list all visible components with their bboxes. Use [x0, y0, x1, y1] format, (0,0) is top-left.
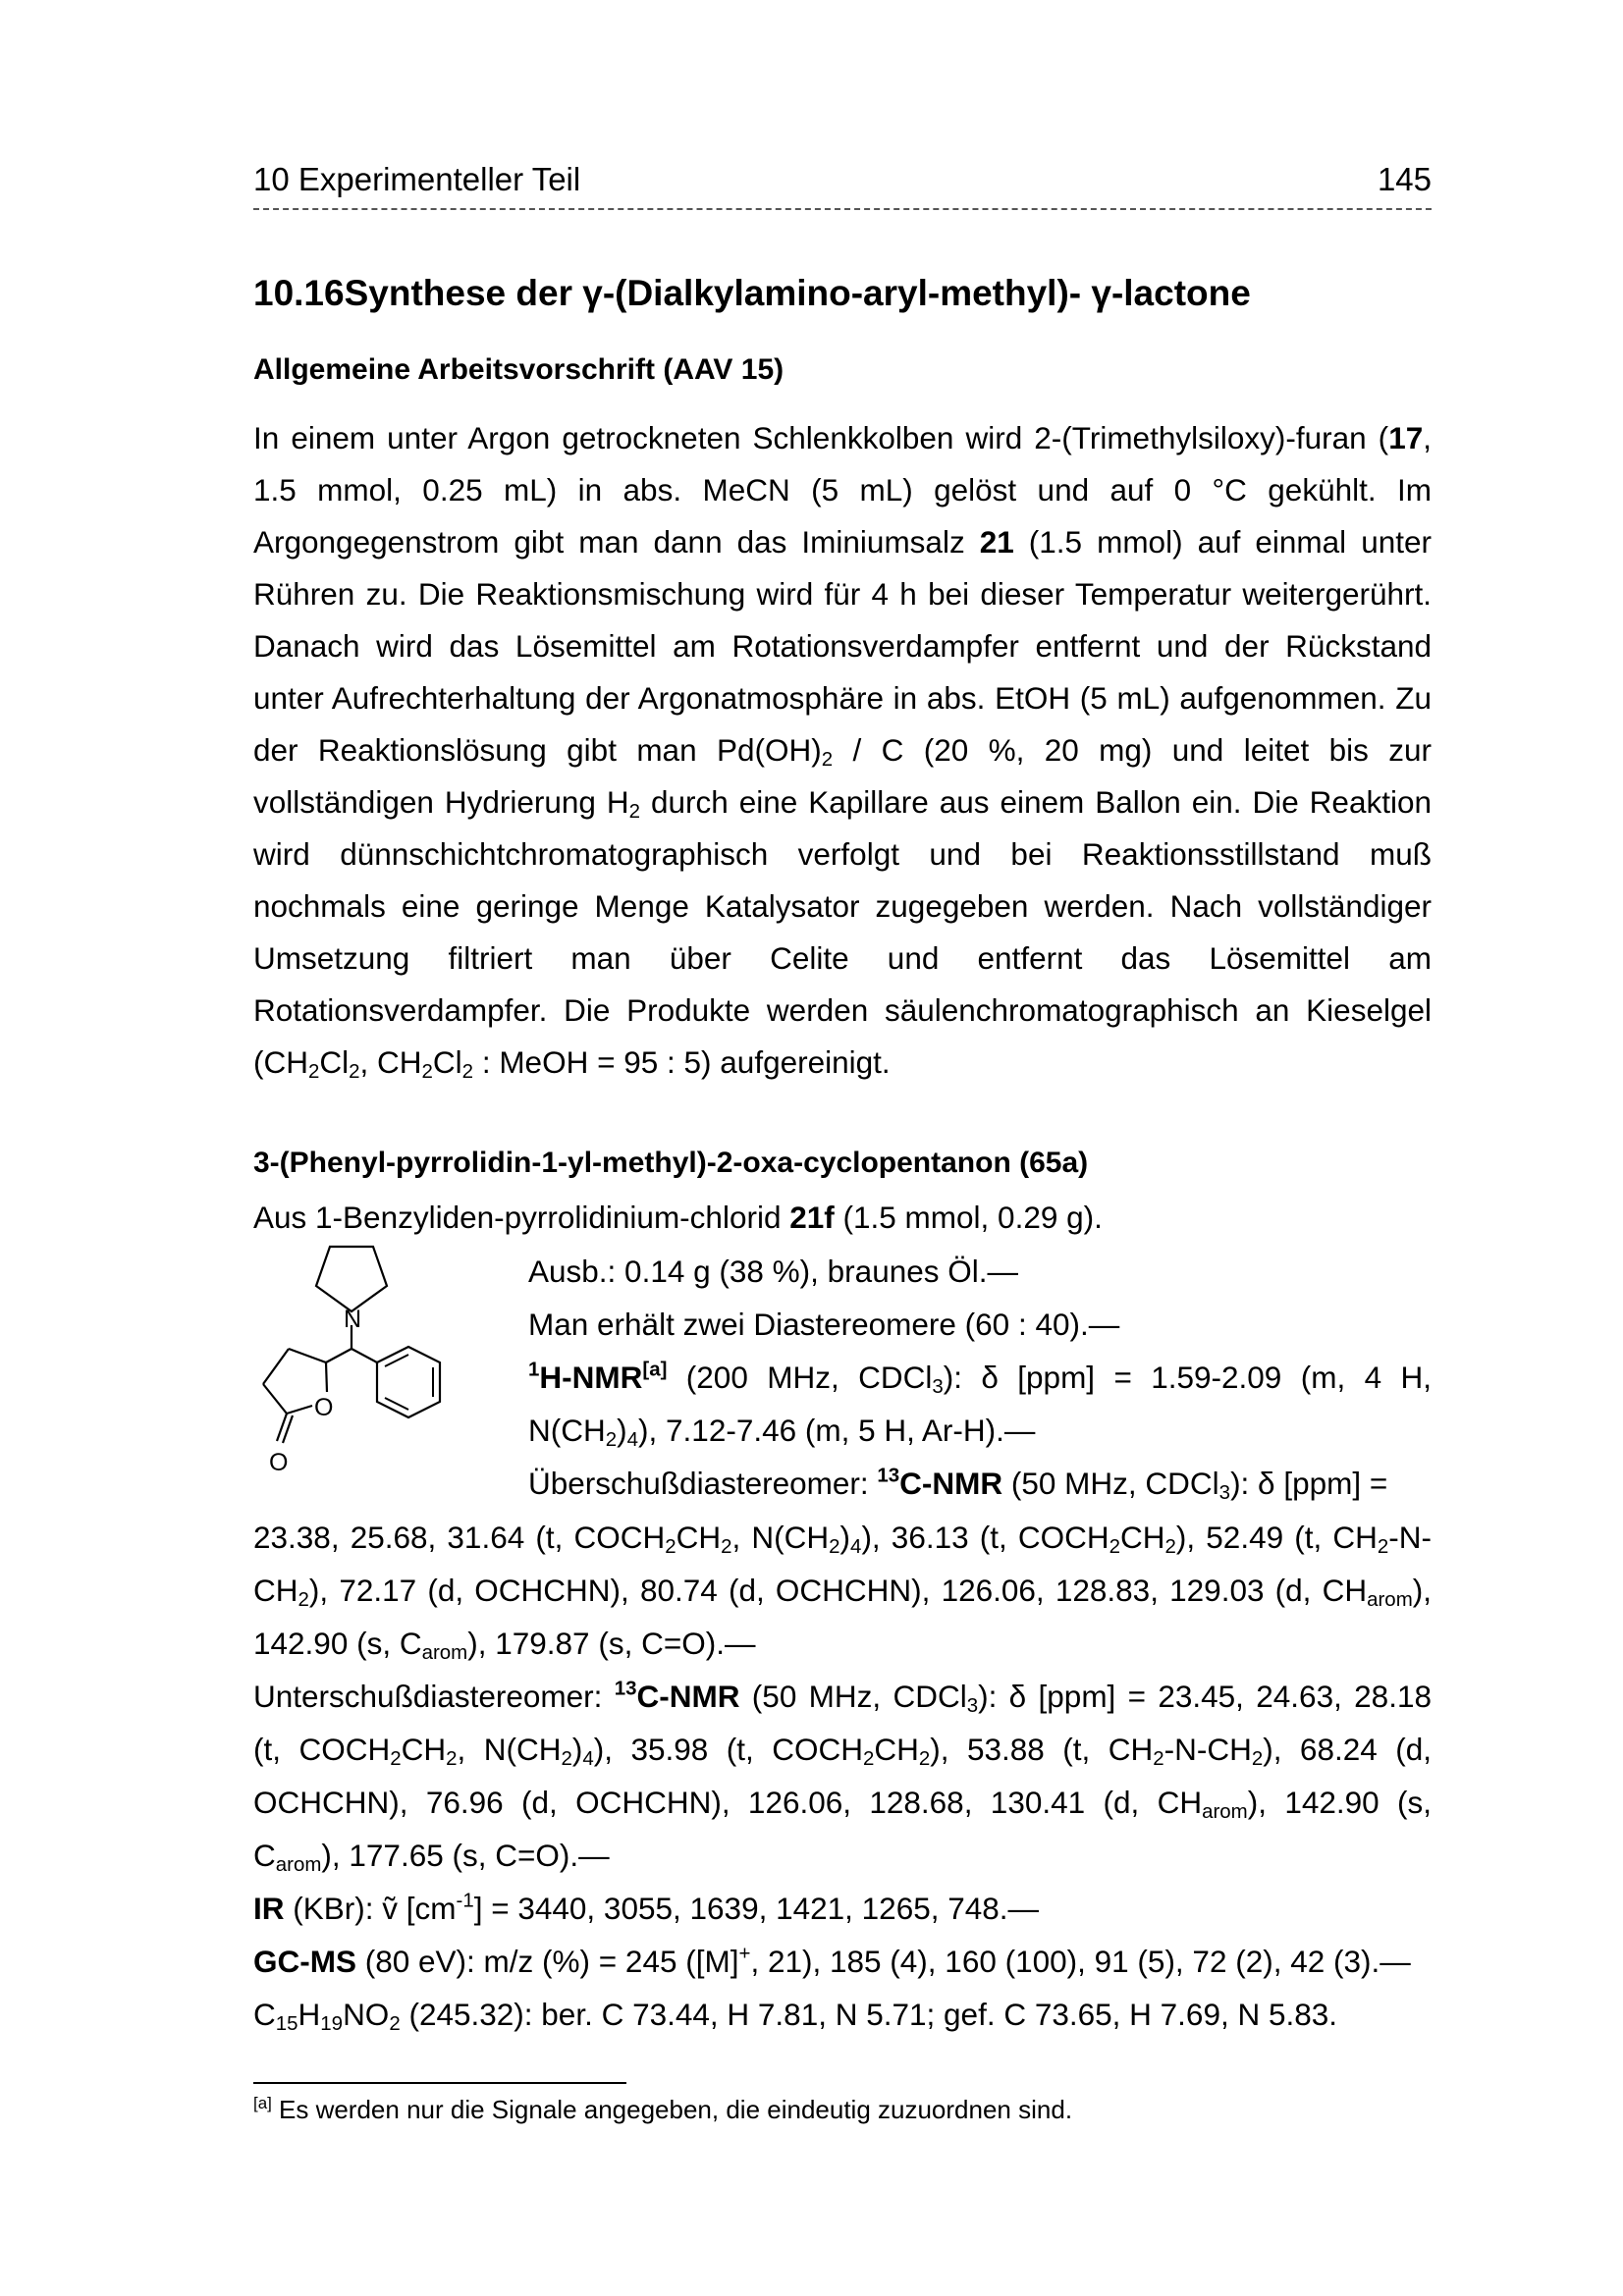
major-13c-data: 23.38, 25.68, 31.64 (t, $COCH_2CH_2$, $N(CH_2)_4$), 36.13 (t, $COCH_2CH_2$), 52.49 (t, $CH_2-N-CH_2$), 72.17 (d, OCHCHN), 80.74 (d, OCHCHN), 126.06, 128.83, 129.03 (d, $CH_{arom}$), 142.90 (s, $C_{arom}$), 179.87 (s, C=O).— — [253, 1520, 1432, 1665]
atom-label-n: N — [344, 1306, 362, 1333]
procedure-paragraph: In einem unter Argon getrockneten Schlenkkolben wird 2-(Trimethylsiloxy)-furan (17, 1.5 mmol, 0.25 mL) in abs. MeCN (5 mL) gelöst und auf 0 °C gekühlt. Im Argongegenstrom gibt man dann das Iminiumsalz 21 (1.5 mmol) auf einmal unter Rühren zu. Die Reaktionsmischung wird für 4 h bei dieser Temperatur weitergerührt. Danach wird das Lösemittel am Rotationsverdampfer entfernt und der Rückstand unter Aufrechterhaltung der Argonatmosphäre in abs. EtOH (5 mL) aufgenommen. Zu der Reaktionslösung gibt man $Pd(OH)_2$ / C (20 %, 20 mg) und leitet bis zur vollständigen Hydrierung $H_2$ durch eine Kapillare aus einem Ballon ein. Die Reaktion wird dünnschichtchromatographisch verfolgt und bei Reaktionsstillstand muß nochmals eine geringe Menge Katalysator zugegeben werden. Nach vollständiger Umsetzung filtriert man über Celite und entfernt das Lösemittel am Rotationsverdampfer. Die Produkte werden säulenchromatographisch an Kieselgel ($CH_2Cl_2$, $CH_2Cl_2$ : MeOH = 95 : 5) aufgereinigt. — [253, 420, 1432, 1084]
diastereomer-line: Man erhält zwei Diastereomere (60 : 40).— — [528, 1307, 1120, 1342]
compound-ref-17: 17 — [1388, 420, 1424, 455]
lactone-c1-o — [287, 1406, 312, 1414]
page-number: 145 — [1377, 161, 1432, 197]
yield-line: Ausb.: 0.14 g (38 %), braunes Öl.— — [528, 1254, 1019, 1289]
gcms-data: GC-MS (80 eV): m/z (%) = 245 ([M]+, 21), 185 (4), 160 (100), 91 (5), 72 (2), 42 (3).— — [253, 1942, 1411, 1979]
atom-label-o-carbonyl: O — [269, 1449, 289, 1476]
footnote-mark: [a] — [642, 1358, 668, 1381]
wavenumber-symbol: ṽ — [382, 1891, 398, 1926]
lactone-c3-c4 — [289, 1349, 326, 1362]
major-13c-head-tail: (50 MHz, CDCl$_3$): δ [ppm] = — [1002, 1466, 1388, 1505]
minor-13c-data: Unterschußdiastereomer: $^{13}$C-NMR (50 MHz, CDCl$_3$): δ [ppm] = 23.45, 24.63, 28.18 (t, $COCH_2CH_2$, $N(CH_2)_4$), 35.98 (t, $COCH_2CH_2$), 53.88 (t, $CH_2-N-CH_2$), 68.24 (d, OCHCHN), 76.96 (d, OCHCHN), 126.06, 128.68, 130.41 (d, $CH_{arom}$), 142.90 (s, $C_{arom}$), 177.65 (s, C=O).— — [253, 1677, 1432, 1877]
ir-data: IR (KBr): ṽ $[cm^{-1}] = 3440$, 3055, 1639, 1421, 1265, 748.— — [253, 1889, 1040, 1926]
footnote-divider — [253, 2082, 626, 2084]
compound-ref-21: 21 — [979, 524, 1014, 560]
bond-ch-ph — [352, 1349, 377, 1362]
compound-title: 3-(Phenyl-pyrrolidin-1-yl-methyl)-2-oxa-cyclopentanon (65a) — [253, 1147, 1089, 1179]
pyrrolidine-ring — [316, 1247, 387, 1311]
major-13c-heading: Überschußdiastereomer: $^{13}$C-NMR (50 MHz, CDCl$_3$): δ [ppm] = — [528, 1464, 1388, 1505]
procedure-heading: Allgemeine Arbeitsvorschrift (AAV 15) — [253, 353, 784, 386]
atom-label-o-ring: O — [314, 1394, 334, 1421]
starting-material-line: Aus 1-Benzyliden-pyrrolidinium-chlorid 21f (1.5 mmol, 0.29 g). — [253, 1200, 1103, 1235]
hnmr-data: $^1$H-NMR[a] (200 MHz, CDCl$_3$): δ [ppm] = 1.59-2.09 (m, 4 H, $N(CH_2)_4$), 7.12-7.46 (m, 5 H, Ar-H).— — [528, 1358, 1432, 1452]
compound-ref-21f: 21f — [789, 1200, 835, 1235]
chapter-title: 10 Experimenteller Teil — [253, 161, 581, 197]
elemental-analysis: $C_{15}H_{19}NO_2$ (245.32): ber. C 73.44, H 7.81, N 5.71; gef. C 73.65, H 7.69, N 5.83. — [253, 1997, 1338, 2036]
section-title-text: Synthese der γ-(Dialkylamino-aryl-methyl)- γ-lactone — [344, 273, 1251, 313]
header-divider — [253, 208, 1432, 210]
lactone-c4-c5 — [263, 1349, 289, 1384]
structure-diagram — [253, 1239, 489, 1494]
footnote: [a] Es werden nur die Signale angegeben, die eindeutig zuzuordnen sind. — [253, 2093, 1073, 2124]
lactone-o-c3 — [326, 1362, 327, 1392]
section-title — [253, 273, 1251, 314]
characterisation-full-text — [253, 1511, 1432, 2041]
running-header — [253, 161, 1432, 200]
bond-ch-c3 — [326, 1349, 352, 1362]
phenyl-ring — [377, 1347, 440, 1417]
characterisation-side-text — [528, 1245, 1432, 1510]
lactone-c5-c1 — [263, 1384, 287, 1414]
section-number: 10.16 — [253, 273, 345, 313]
minor-13c-text: (50 MHz, CDCl$_3$): δ [ppm] = 23.45, 24.63, 28.18 (t, $COCH_2CH_2$, $N(CH_2)_4$), 35.98 (t, $COCH_2CH_2$), 53.88 (t, $CH_2-N-CH_2$), 68.24 (d, OCHCHN), 76.96 (d, OCHCHN), 126.06, 128.68, 130.41 (d, $CH_{arom}$), 142.90 (s, $C_{arom}$), 177.65 (s, C=O).— — [253, 1679, 1432, 1877]
